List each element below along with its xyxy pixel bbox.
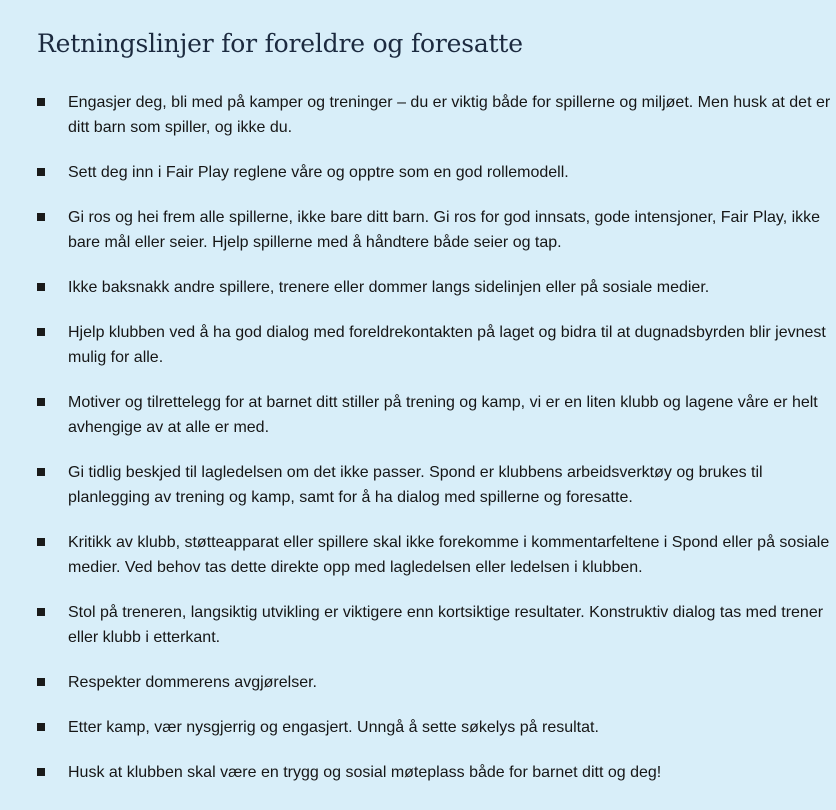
list-item bbox=[37, 600, 836, 650]
list-item bbox=[37, 670, 836, 695]
list-item bbox=[37, 530, 836, 580]
list-item-text: Gi tidlig beskjed til lagledelsen om det ikke passer. Spond er klubbens arbeidsverktøy og brukes til planlegging av trening og kamp, samt for å ha dialog med spillerne og foresatte. bbox=[68, 464, 763, 506]
list-item-text: Gi ros og hei frem alle spillerne, ikke bare ditt barn. Gi ros for god innsats, gode intensjoner, Fair Play, ikke bare mål eller seier. Hjelp spillerne med å håndtere både seier og tap. bbox=[68, 209, 821, 251]
list-item-text: Engasjer deg, bli med på kamper og treninger – du er viktig både for spillerne og miljøet. Men husk at det er ditt barn som spiller, og ikke du. bbox=[68, 94, 831, 136]
list-item-text: Etter kamp, vær nysgjerrig og engasjert. Unngå å sette søkelys på resultat. bbox=[68, 719, 599, 736]
page-title: Retningslinjer for foreldre og foresatte bbox=[37, 29, 523, 58]
square-bullet-icon bbox=[37, 98, 45, 106]
list-item-text: Stol på treneren, langsiktig utvikling er viktigere enn kortsiktige resultater. Konstruktiv dialog tas med trener eller klubb i etterkant. bbox=[68, 604, 824, 646]
list-item-text: Respekter dommerens avgjørelser. bbox=[68, 674, 317, 691]
square-bullet-icon bbox=[37, 328, 45, 336]
list-item-text: Kritikk av klubb, støtteapparat eller spillere skal ikke forekomme i kommentarfeltene i Spond eller på sosiale medier. Ved behov tas dette direkte opp med lagledelsen eller ledelsen i klubben. bbox=[68, 534, 830, 576]
square-bullet-icon bbox=[37, 538, 45, 546]
list-item bbox=[37, 160, 836, 185]
square-bullet-icon bbox=[37, 283, 45, 291]
list-item bbox=[37, 320, 836, 370]
guidelines-list bbox=[37, 90, 836, 785]
square-bullet-icon bbox=[37, 723, 45, 731]
square-bullet-icon bbox=[37, 213, 45, 221]
square-bullet-icon bbox=[37, 608, 45, 616]
square-bullet-icon bbox=[37, 168, 45, 176]
list-item bbox=[37, 460, 836, 510]
list-item-text: Husk at klubben skal være en trygg og sosial møteplass både for barnet ditt og deg! bbox=[68, 764, 662, 781]
list-item-text: Hjelp klubben ved å ha god dialog med foreldrekontakten på laget og bidra til at dugnadsbyrden blir jevnest mulig for alle. bbox=[68, 324, 826, 366]
list-item bbox=[37, 90, 836, 140]
list-item-text: Sett deg inn i Fair Play reglene våre og opptre som en god rollemodell. bbox=[68, 164, 569, 181]
list-item-text: Ikke baksnakk andre spillere, trenere eller dommer langs sidelinjen eller på sosiale medier. bbox=[68, 279, 710, 296]
square-bullet-icon bbox=[37, 468, 45, 476]
list-item bbox=[37, 715, 836, 740]
list-item-text: Motiver og tilrettelegg for at barnet ditt stiller på trening og kamp, vi er en liten klubb og lagene våre er helt avhengige av at alle er med. bbox=[68, 394, 818, 436]
square-bullet-icon bbox=[37, 768, 45, 776]
list-item bbox=[37, 205, 836, 255]
square-bullet-icon bbox=[37, 398, 45, 406]
square-bullet-icon bbox=[37, 678, 45, 686]
list-item bbox=[37, 275, 836, 300]
list-item bbox=[37, 760, 836, 785]
list-item bbox=[37, 390, 836, 440]
